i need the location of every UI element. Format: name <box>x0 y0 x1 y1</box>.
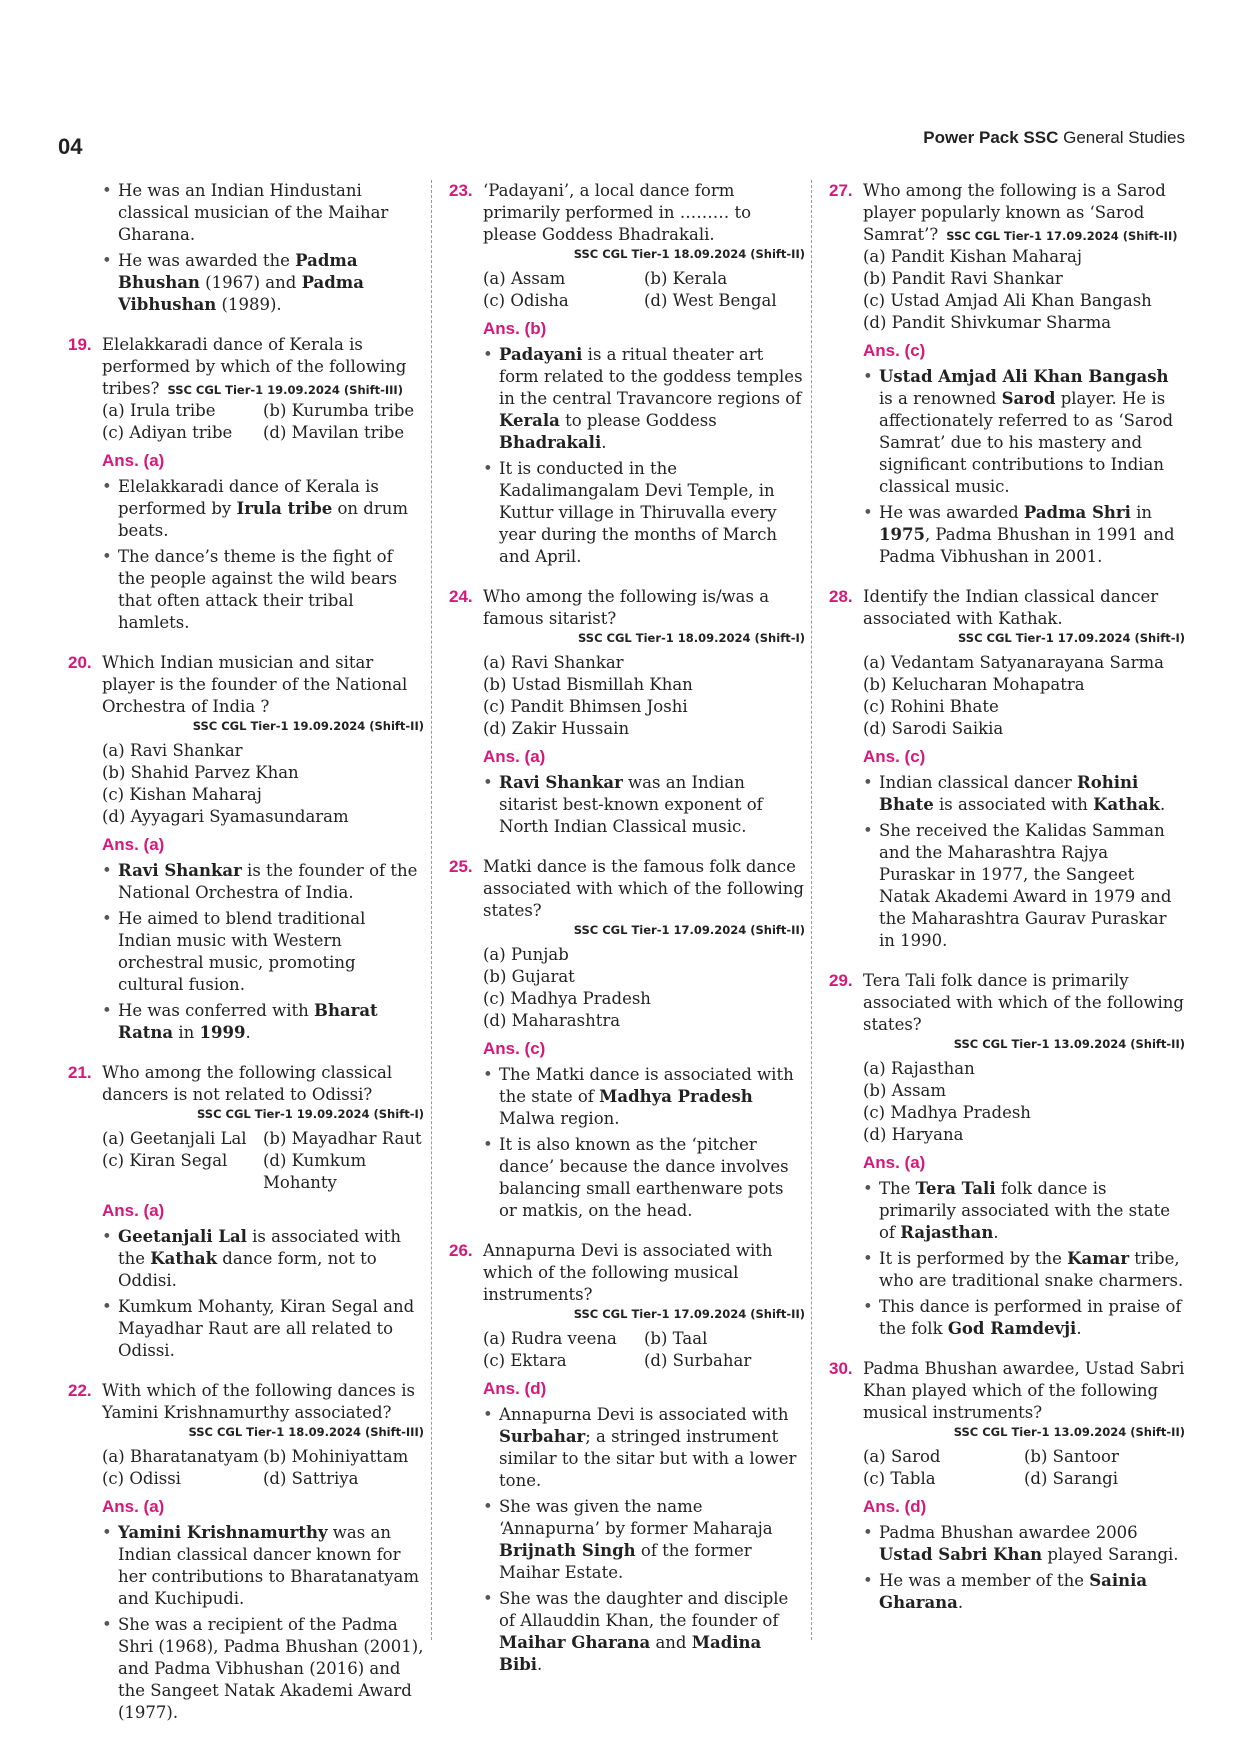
text: She was the daughter and disciple of Allauddin Khan, the founder of <box>499 1589 789 1630</box>
option: (b) Assam <box>863 1081 947 1100</box>
option: (d) Maharashtra <box>483 1011 621 1030</box>
emphasis: Kamar <box>1067 1249 1130 1268</box>
option: (d) West Bengal <box>644 291 777 310</box>
explanation-list <box>449 1064 805 1222</box>
question-text: Padma Bhushan awardee, Ustad Sabri Khan played which of the following musical instruments? <box>863 1359 1185 1422</box>
question-stem <box>829 970 1185 1036</box>
question-text: Who among the following is a Sarod player popularly known as ‘Sarod Samrat’? <box>863 181 1166 244</box>
book-subtitle: General Studies <box>1063 128 1185 147</box>
exam-source-row <box>449 922 805 938</box>
option: (a) Sarod <box>863 1447 941 1466</box>
answer-label: Ans. (d) <box>483 1379 547 1398</box>
exam-source: SSC CGL Tier-1 13.09.2024 (Shift-II) <box>953 1425 1185 1439</box>
explanation-point <box>102 1226 424 1292</box>
explanation-point <box>102 908 424 996</box>
explanation-point <box>102 546 424 634</box>
option: (a) Rudra veena <box>483 1329 617 1348</box>
text: (1967) and <box>199 273 302 292</box>
question-text: With which of the following dances is Yamini Krishnamurthy associated? <box>102 1381 415 1422</box>
question-block <box>68 652 424 1044</box>
option: (c) Ektara <box>483 1351 567 1370</box>
option: (d) Mavilan tribe <box>263 423 405 442</box>
explanation-list <box>68 860 424 1044</box>
question-block <box>449 1240 805 1676</box>
column-divider <box>431 180 432 1640</box>
text: She was a recipient of the Padma Shri (1968), Padma Bhushan (2001), and Padma Vibhushan (2016) and the Sangeet Natak Akademi Award (1977). <box>118 1615 424 1722</box>
explanation-point <box>863 1522 1185 1566</box>
explanation-point <box>102 1614 424 1724</box>
text: . <box>1076 1319 1082 1338</box>
question-text: Tera Tali folk dance is primarily associated with which of the following states? <box>863 971 1184 1034</box>
options <box>68 1128 424 1194</box>
text: He was awarded <box>879 503 1024 522</box>
options-row <box>102 1468 424 1490</box>
explanation-point <box>863 1570 1185 1614</box>
text: (1989). <box>216 295 282 314</box>
emphasis: Surbahar <box>499 1427 586 1446</box>
text: and <box>650 1633 692 1652</box>
text: This dance is performed in praise of the folk <box>879 1297 1182 1338</box>
emphasis: Brijnath Singh <box>499 1541 636 1560</box>
question-block <box>449 856 805 1222</box>
emphasis: Tera Tali <box>915 1179 996 1198</box>
options <box>68 1446 424 1490</box>
question-stem <box>68 334 424 400</box>
question-text: Who among the following classical dancers is not related to Odissi? <box>102 1063 393 1104</box>
text: He aimed to blend traditional Indian music with Western orchestral music, promoting cultural fusion. <box>118 909 366 994</box>
options <box>449 652 805 740</box>
text: in <box>173 1023 200 1042</box>
exam-source-row <box>829 1036 1185 1052</box>
option: (b) Taal <box>644 1329 708 1348</box>
text: played Sarangi. <box>1042 1545 1179 1564</box>
options <box>829 1058 1185 1146</box>
option: (d) Sarodi Saikia <box>863 719 1004 738</box>
text: It is performed by the <box>879 1249 1068 1268</box>
emphasis: Bharat Ratna <box>118 1001 378 1042</box>
emphasis: Ravi Shankar <box>118 861 242 880</box>
option: (b) Ustad Bismillah Khan <box>483 675 693 694</box>
question-block <box>829 970 1185 1340</box>
option: (a) Vedantam Satyanarayana Sarma <box>863 653 1165 672</box>
exam-source: SSC CGL Tier-1 18.09.2024 (Shift-II) <box>573 247 805 261</box>
answer-label: Ans. (a) <box>102 1201 165 1220</box>
explanation-point <box>863 1178 1185 1244</box>
options-row <box>863 1468 1185 1490</box>
question-number: 20. <box>68 653 92 672</box>
option: (a) Bharatanatyam <box>102 1447 259 1466</box>
exam-source-row <box>829 1424 1185 1440</box>
explanation-point <box>102 476 424 542</box>
option: (d) Surbahar <box>644 1351 752 1370</box>
explanation-point <box>863 772 1185 816</box>
text: , Padma Bhushan in 1991 and Padma Vibhushan in 2001. <box>879 525 1175 566</box>
question-number: 19. <box>68 335 92 354</box>
emphasis: Maihar Gharana <box>499 1633 651 1652</box>
answer-label: Ans. (a) <box>102 835 165 854</box>
question-stem <box>449 586 805 630</box>
text: . <box>957 1593 964 1612</box>
exam-source-row <box>68 1106 424 1122</box>
option: (d) Sarangi <box>1024 1469 1119 1488</box>
option: (a) Punjab <box>483 945 569 964</box>
exam-source-row <box>449 1306 805 1322</box>
book-title: Power Pack SSC <box>923 128 1059 147</box>
exam-source-row <box>829 630 1185 646</box>
question-text: ‘Padayani’, a local dance form primarily performed in ……… to please Goddess Bhadrakali. <box>483 181 752 244</box>
lead-points <box>68 180 424 316</box>
exam-source: SSC CGL Tier-1 13.09.2024 (Shift-II) <box>953 1037 1185 1051</box>
answer-label: Ans. (a) <box>102 1497 165 1516</box>
exam-source: SSC CGL Tier-1 19.09.2024 (Shift-I) <box>197 1107 424 1121</box>
exam-source-row <box>449 246 805 262</box>
text: is a renowned <box>879 389 1002 408</box>
question-block <box>829 180 1185 568</box>
option: (d) Zakir Hussain <box>483 719 630 738</box>
options <box>449 268 805 312</box>
emphasis: God Ramdevji <box>947 1319 1077 1338</box>
emphasis: Geetanjali Lal <box>118 1227 247 1246</box>
explanation-point <box>863 820 1185 952</box>
exam-source: SSC CGL Tier-1 17.09.2024 (Shift-II) <box>946 229 1178 243</box>
options-row <box>102 1150 424 1194</box>
question-number: 26. <box>449 1241 473 1260</box>
explanation-list <box>829 1178 1185 1340</box>
text: Padma Bhushan awardee 2006 <box>879 1523 1138 1542</box>
answer-label: Ans. (d) <box>863 1497 927 1516</box>
question-stem <box>449 1240 805 1306</box>
option: (a) Rajasthan <box>863 1059 975 1078</box>
emphasis: Bhadrakali <box>499 433 602 452</box>
question-text: Identify the Indian classical dancer associated with Kathak. <box>863 587 1159 628</box>
option: (a) Ravi Shankar <box>102 741 243 760</box>
column-1 <box>68 180 424 1728</box>
option: (c) Tabla <box>863 1469 936 1488</box>
explanation-list <box>449 772 805 838</box>
emphasis: 1975 <box>879 525 925 544</box>
options <box>829 246 1185 334</box>
option: (d) Haryana <box>863 1125 964 1144</box>
explanation-point <box>483 1496 805 1584</box>
question-number: 22. <box>68 1381 92 1400</box>
emphasis: 1999 <box>199 1023 246 1042</box>
explanation-list <box>68 1226 424 1362</box>
question-number: 30. <box>829 1359 853 1378</box>
explanation-point <box>102 860 424 904</box>
options <box>68 740 424 828</box>
answer-label: Ans. (c) <box>863 341 926 360</box>
explanation-point <box>102 250 424 316</box>
option: (a) Assam <box>483 269 566 288</box>
explanation-point <box>102 1296 424 1362</box>
explanation-point <box>483 344 805 454</box>
question-text: Which Indian musician and sitar player is the founder of the National Orchestra of India ? <box>102 653 408 716</box>
explanation-point <box>483 1404 805 1492</box>
text: He was conferred with <box>118 1001 314 1020</box>
text: player. He is affectionately referred to as ‘Sarod Samrat’ due to his mastery and significant contributions to Indian classical music. <box>879 389 1174 496</box>
options-row <box>483 290 805 312</box>
question-block <box>449 180 805 568</box>
text: ; a stringed instrument similar to the sitar but with a lower tone. <box>499 1427 797 1490</box>
emphasis: Yamini Krishnamurthy <box>118 1523 328 1542</box>
option: (b) Gujarat <box>483 967 575 986</box>
emphasis: Ravi Shankar <box>499 773 623 792</box>
exam-source: SSC CGL Tier-1 17.09.2024 (Shift-II) <box>573 1307 805 1321</box>
explanation-list <box>829 366 1185 568</box>
question-block <box>68 1062 424 1362</box>
column-2 <box>449 180 805 1680</box>
explanation-list <box>449 344 805 568</box>
answer-label: Ans. (b) <box>483 319 547 338</box>
text: folk dance is primarily associated with the state of <box>879 1179 1170 1242</box>
option: (b) Kurumba tribe <box>263 401 415 420</box>
text: dance form, not to Oddisi. <box>118 1249 377 1290</box>
answer-label: Ans. (a) <box>483 747 546 766</box>
text: to please Goddess <box>559 411 717 430</box>
text: on drum beats. <box>118 499 409 540</box>
text: Indian classical dancer <box>879 773 1078 792</box>
option: (c) Rohini Bhate <box>863 697 999 716</box>
options-row <box>102 1446 424 1468</box>
explanation-point <box>863 1296 1185 1340</box>
text: She received the Kalidas Samman and the Maharashtra Rajya Puraskar in 1977, the Sangeet Natak Akademi Award in 1979 and the Maharashtra Gaurav Puraskar in 1990. <box>879 821 1172 950</box>
answer-label: Ans. (a) <box>863 1153 926 1172</box>
options-row <box>483 1350 805 1372</box>
explanation-list <box>829 772 1185 952</box>
exam-source: SSC CGL Tier-1 18.09.2024 (Shift-I) <box>578 631 805 645</box>
answer-label: Ans. (c) <box>863 747 926 766</box>
options <box>449 944 805 1032</box>
text: is a ritual theater art form related to the goddess temples in the central Travancore regions of <box>499 345 803 408</box>
question-stem <box>829 586 1185 630</box>
text: was an Indian sitarist best-known exponent of North Indian Classical music. <box>499 773 763 836</box>
question-block <box>68 1380 424 1724</box>
option: (b) Santoor <box>1024 1447 1119 1466</box>
question-text: Annapurna Devi is associated with which of the following musical instruments? <box>483 1241 773 1304</box>
running-head <box>923 128 1185 148</box>
text: is associated with <box>933 795 1094 814</box>
text: He was a member of the <box>879 1571 1090 1590</box>
emphasis: Sarod <box>1001 389 1056 408</box>
text: . <box>1159 795 1166 814</box>
option: (c) Pandit Bhimsen Joshi <box>483 697 688 716</box>
text: . <box>601 433 607 452</box>
option: (a) Irula tribe <box>102 401 216 420</box>
question-stem <box>829 1358 1185 1424</box>
question-stem <box>68 652 424 718</box>
option: (b) Kelucharan Mohapatra <box>863 675 1085 694</box>
option: (b) Mohiniyattam <box>263 1447 409 1466</box>
emphasis: Sainia Gharana <box>879 1571 1148 1612</box>
explanation-point <box>863 366 1185 498</box>
option: (b) Kerala <box>644 269 728 288</box>
emphasis: Ustad Sabri Khan <box>879 1545 1043 1564</box>
text: of the former Maihar Estate. <box>499 1541 752 1582</box>
options <box>829 1446 1185 1490</box>
explanation-point <box>483 1588 805 1676</box>
question-number: 25. <box>449 857 473 876</box>
emphasis: Padayani <box>499 345 583 364</box>
answer-label: Ans. (c) <box>483 1039 546 1058</box>
question-text: Who among the following is/was a famous sitarist? <box>483 587 770 628</box>
text: tribe, who are traditional snake charmers. <box>879 1249 1184 1290</box>
option: (d) Ayyagari Syamasundaram <box>102 807 349 826</box>
question-number: 28. <box>829 587 853 606</box>
text: was an Indian classical dancer known for her contributions to Bharatanatyam and Kuchipudi. <box>118 1523 419 1608</box>
question-number: 23. <box>449 181 473 200</box>
question-stem <box>68 1062 424 1106</box>
text: She was given the name ‘Annapurna’ by former Maharaja <box>499 1497 773 1538</box>
exam-source: SSC CGL Tier-1 17.09.2024 (Shift-I) <box>958 631 1185 645</box>
explanation-point <box>483 1134 805 1222</box>
text: . <box>245 1023 251 1042</box>
emphasis: Padma Vibhushan <box>118 273 364 314</box>
explanation-point <box>102 1000 424 1044</box>
explanation-list <box>68 476 424 634</box>
emphasis: Padma Bhushan <box>118 251 358 292</box>
emphasis: Kathak <box>1093 795 1160 814</box>
text: The dance’s theme is the fight of the people against the wild bears that often attack their tribal hamlets. <box>118 547 398 632</box>
option: (b) Pandit Ravi Shankar <box>863 269 1063 288</box>
explanation-point <box>102 180 424 246</box>
page-number: 04 <box>58 134 83 159</box>
explanation-list <box>68 180 424 316</box>
question-number: 24. <box>449 587 473 606</box>
exam-source-row <box>68 718 424 734</box>
question-number: 21. <box>68 1063 92 1082</box>
option: (c) Madhya Pradesh <box>863 1103 1031 1122</box>
emphasis: Ustad Amjad Ali Khan Bangash <box>879 367 1169 386</box>
text: It is also known as the ‘pitcher dance’ because the dance involves balancing small earthenware pots or matkis, on the head. <box>499 1135 789 1220</box>
option: (b) Mayadhar Raut <box>263 1129 422 1148</box>
options-row <box>102 1128 424 1150</box>
options <box>829 652 1185 740</box>
explanation-list <box>68 1522 424 1724</box>
options <box>449 1328 805 1372</box>
question-stem <box>449 180 805 246</box>
exam-source: SSC CGL Tier-1 19.09.2024 (Shift-II) <box>192 719 424 733</box>
option: (d) Sattriya <box>263 1469 359 1488</box>
question-number: 29. <box>829 971 853 990</box>
option: (c) Odissi <box>102 1469 181 1488</box>
options-row <box>483 1328 805 1350</box>
text: is associated with the <box>118 1227 402 1268</box>
options-row <box>102 422 424 444</box>
column-3 <box>829 180 1185 1618</box>
emphasis: Madhya Pradesh <box>599 1087 753 1106</box>
question-block <box>829 586 1185 952</box>
emphasis: Padma Shri <box>1023 503 1131 522</box>
option: (c) Ustad Amjad Ali Khan Bangash <box>863 291 1152 310</box>
emphasis: Kerala <box>499 411 560 430</box>
question-stem <box>449 856 805 922</box>
question-text: Elelakkaradi dance of Kerala is performed by which of the following tribes? <box>102 335 407 398</box>
text: Malwa region. <box>499 1109 620 1128</box>
question-block <box>449 586 805 838</box>
emphasis: Rohini Bhate <box>879 773 1139 814</box>
column-divider <box>811 180 812 1640</box>
exam-source-row <box>68 1424 424 1440</box>
exam-source: SSC CGL Tier-1 19.09.2024 (Shift-III) <box>167 383 403 397</box>
text: Annapurna Devi is associated with <box>499 1405 789 1424</box>
text: The <box>879 1179 916 1198</box>
option: (a) Geetanjali Lal <box>102 1129 247 1148</box>
options-row <box>863 1446 1185 1468</box>
explanation-list <box>449 1404 805 1676</box>
option: (c) Kiran Segal <box>102 1151 228 1170</box>
question-number: 27. <box>829 181 853 200</box>
question-text: Matki dance is the famous folk dance associated with which of the following states? <box>483 857 804 920</box>
explanation-point <box>483 772 805 838</box>
emphasis: Rajasthan <box>900 1223 994 1242</box>
options-row <box>102 400 424 422</box>
text: . <box>537 1655 543 1674</box>
explanation-point <box>102 1522 424 1610</box>
explanation-point <box>483 1064 805 1130</box>
emphasis: Madina Bibi <box>499 1633 762 1674</box>
option: (c) Madhya Pradesh <box>483 989 651 1008</box>
question-block <box>68 334 424 634</box>
option: (b) Shahid Parvez Khan <box>102 763 299 782</box>
answer-label: Ans. (a) <box>102 451 165 470</box>
option: (c) Odisha <box>483 291 569 310</box>
text: Kumkum Mohanty, Kiran Segal and Mayadhar Raut are all related to Odissi. <box>118 1297 415 1360</box>
explanation-point <box>483 458 805 568</box>
question-stem <box>68 1380 424 1424</box>
explanation-list <box>829 1522 1185 1614</box>
exam-source: SSC CGL Tier-1 17.09.2024 (Shift-II) <box>573 923 805 937</box>
explanation-point <box>863 502 1185 568</box>
explanation-point <box>863 1248 1185 1292</box>
option: (d) Pandit Shivkumar Sharma <box>863 313 1112 332</box>
text: . <box>993 1223 999 1242</box>
text: The Matki dance is associated with the state of <box>499 1065 794 1106</box>
question-block <box>829 1358 1185 1614</box>
text: He was awarded the <box>118 251 296 270</box>
option: (a) Ravi Shankar <box>483 653 624 672</box>
exam-source: SSC CGL Tier-1 18.09.2024 (Shift-III) <box>188 1425 424 1439</box>
emphasis: Kathak <box>150 1249 218 1268</box>
text: He was an Indian Hindustani classical musician of the Maihar Gharana. <box>118 181 389 244</box>
options <box>68 400 424 444</box>
option: (c) Kishan Maharaj <box>102 785 262 804</box>
exam-source-row <box>449 630 805 646</box>
option: (a) Pandit Kishan Maharaj <box>863 247 1082 266</box>
options-row <box>483 268 805 290</box>
question-stem <box>829 180 1185 246</box>
option: (c) Adiyan tribe <box>102 423 233 442</box>
option: (d) Kumkum Mohanty <box>263 1151 367 1192</box>
text: is the founder of the National Orchestra of India. <box>118 861 418 902</box>
text: in <box>1130 503 1153 522</box>
text: Elelakkaradi dance of Kerala is performed by <box>118 477 379 518</box>
emphasis: Irula tribe <box>236 499 333 518</box>
text: It is conducted in the Kadalimangalam Devi Temple, in Kuttur village in Thiruvalla every year during the months of March and April. <box>499 459 778 566</box>
